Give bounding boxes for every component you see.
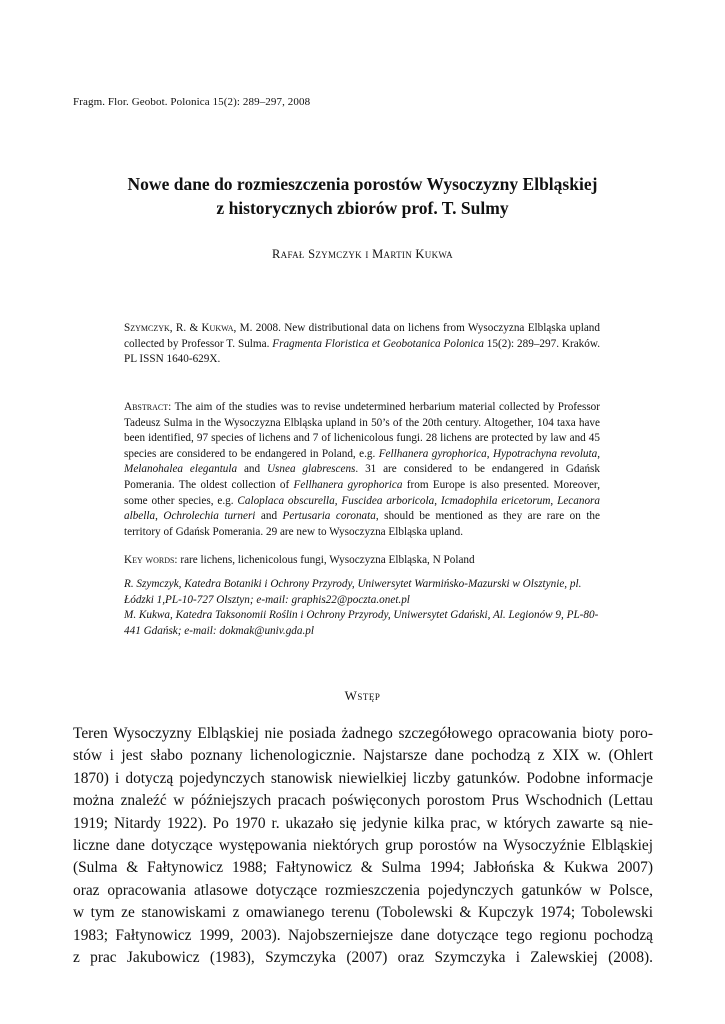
species-name: Fellhanera gyrophorica (293, 478, 403, 491)
species-name: Lecanora albella (124, 494, 600, 523)
abstract-text: and (237, 463, 267, 476)
abstract-text: and (255, 510, 283, 523)
species-name: Melanohalea elegantula (124, 463, 238, 476)
abstract-label: Abstract: (124, 401, 172, 413)
body-line: w tym ze stanowiskami z omawianego terenu (Tobolewski & Kupczyk 1974; Tobolewski (73, 904, 653, 922)
title-line-1: Nowe dane do rozmieszczenia porostów Wysoczyzny Elbląskiej (127, 174, 598, 194)
section-body (73, 723, 653, 969)
abstract-text: from Europe is also presented. Moreover, some other species, e.g. (124, 478, 600, 507)
abstract-text: , (597, 447, 601, 460)
body-line: stów i jest słabo poznany lichenologicznie. Najstarsze dane pochodzą z XIX w. (Ohlert (73, 747, 653, 765)
affiliation-1: R. Szymczyk, Katedra Botaniki i Ochrony Przyrody, Uniwersytet Warmińsko-Mazurski w Olsztynie, pl. Łódzki 1,PL-10-727 Olsztyn; e-mail: graphis22@poczta.onet.pl (124, 578, 582, 606)
body-line: (Sulma & Fałtynowicz 1988; Fałtynowicz & Sulma 1994; Jabłońska & Kukwa 2007) (73, 859, 653, 877)
species-name: Usnea glabrescens (266, 463, 356, 476)
abstract-block (124, 400, 600, 540)
citation-journal: Fragmenta Floristica et Geobotanica Polonica (272, 337, 484, 350)
species-name: Pertusaria coronata (282, 510, 376, 523)
keywords-text: rare lichens, lichenicolous fungi, Wysoczyzna Elbląska, N Poland (177, 554, 475, 566)
body-line: 1983; Fałtynowicz 1999, 2003). Najobszerniejsze dane dotyczące tego regionu pochodzą (73, 926, 653, 944)
abstract-text: , (155, 510, 164, 523)
abstract-text: , (486, 447, 493, 460)
species-name: Hypotrachyna revoluta (492, 447, 598, 460)
abstract-text: The aim of the studies was to revise undetermined herbarium material collected by Professor Tadeusz Sulma in the Wysoczyzna Elbląska upland in 50’s of the 20th century. Altogether, 104 taxa have been identified, 97 species of lichens and 7 of lichenicolous fungi. 28 lichens are protected by law and 45 species are considered to be endangered in Poland, e.g. (124, 401, 600, 460)
species-name: Caloplaca obscurella (237, 494, 335, 507)
author-1: Rafał Szymczyk (272, 247, 362, 261)
article-title (60, 172, 665, 220)
author-separator: i (361, 247, 373, 261)
title-line-2: z historycznych zbiorów prof. T. Sulmy (216, 198, 509, 218)
species-name: Fuscidea arboricola (341, 494, 435, 507)
author-list (60, 247, 665, 262)
body-line: Teren Wysoczyzny Elbląskiej nie posiada żadnego szczegółowego opracowania bioty poro- (73, 725, 653, 742)
body-line: 1919; Nitardy 1922). Po 1970 r. ukazało się jedynie kilka prac, w których zawarte są nie- (73, 814, 653, 832)
body-line: oraz opracowania atlasowe dotyczące rozmieszczenia pojedynczych gatunków w Polsce, (73, 881, 653, 899)
keywords-block (124, 553, 600, 569)
citation-authors: Szymczyk, R. & Kukwa, M. (124, 322, 253, 334)
citation-block (124, 321, 600, 368)
affiliations-block (124, 577, 600, 639)
species-name: Fellhanera gyrophorica (378, 447, 487, 460)
author-2: Martin Kukwa (372, 247, 453, 261)
abstract-text: , should be mentioned as they are rare on the territory of Gdańsk Pomerania. 29 are new to Wysoczyzna Elbląska upland. (124, 510, 600, 538)
species-name: Ochrolechia turneri (163, 510, 256, 523)
affiliation-2: M. Kukwa, Katedra Taksonomii Roślin i Ochrony Przyrody, Uniwersytet Gdański, Al. Legionów 9, PL-80-441 Gdańsk; e-mail: dokmak@univ.gda.pl (124, 609, 599, 637)
citation-details: 15(2): 289–297. Kraków. PL ISSN 1640-629X. (124, 337, 600, 366)
abstract-text: , (334, 494, 342, 507)
journal-reference: Fragm. Flor. Geobot. Polonica 15(2): 289–297, 2008 (73, 96, 311, 108)
citation-text: 2008. New distributional data on lichens from Wysoczyzna Elbląska upland collected by Professor T. Sulma. (124, 322, 600, 350)
abstract-text: . 31 are considered to be endangered in Gdańsk Pomerania. The oldest collection of (124, 463, 600, 491)
abstract-text: , (434, 494, 441, 507)
section-heading: Wstęp (344, 688, 381, 703)
body-line: 1870) i dotyczą pojedynczych stanowisk niewielkiej liczby gatunków. Podobne informacje (73, 769, 653, 787)
body-line: liczne dane dotyczące występowania niektórych grup porostów na Wysoczyźnie Elbląskiej (73, 837, 653, 855)
body-line: można znaleźć w późniejszych pracach poświęconych porostom Prus Wschodnich (Lettau (73, 792, 653, 810)
species-name: Icmadophila ericetorum (440, 494, 551, 507)
body-line: z prac Jakubowicz (1983), Szymczyka (2007) oraz Szymczyka i Zalewskiej (2008). (73, 949, 653, 967)
keywords-label: Key words: (124, 554, 178, 566)
abstract-text: , (550, 494, 558, 507)
